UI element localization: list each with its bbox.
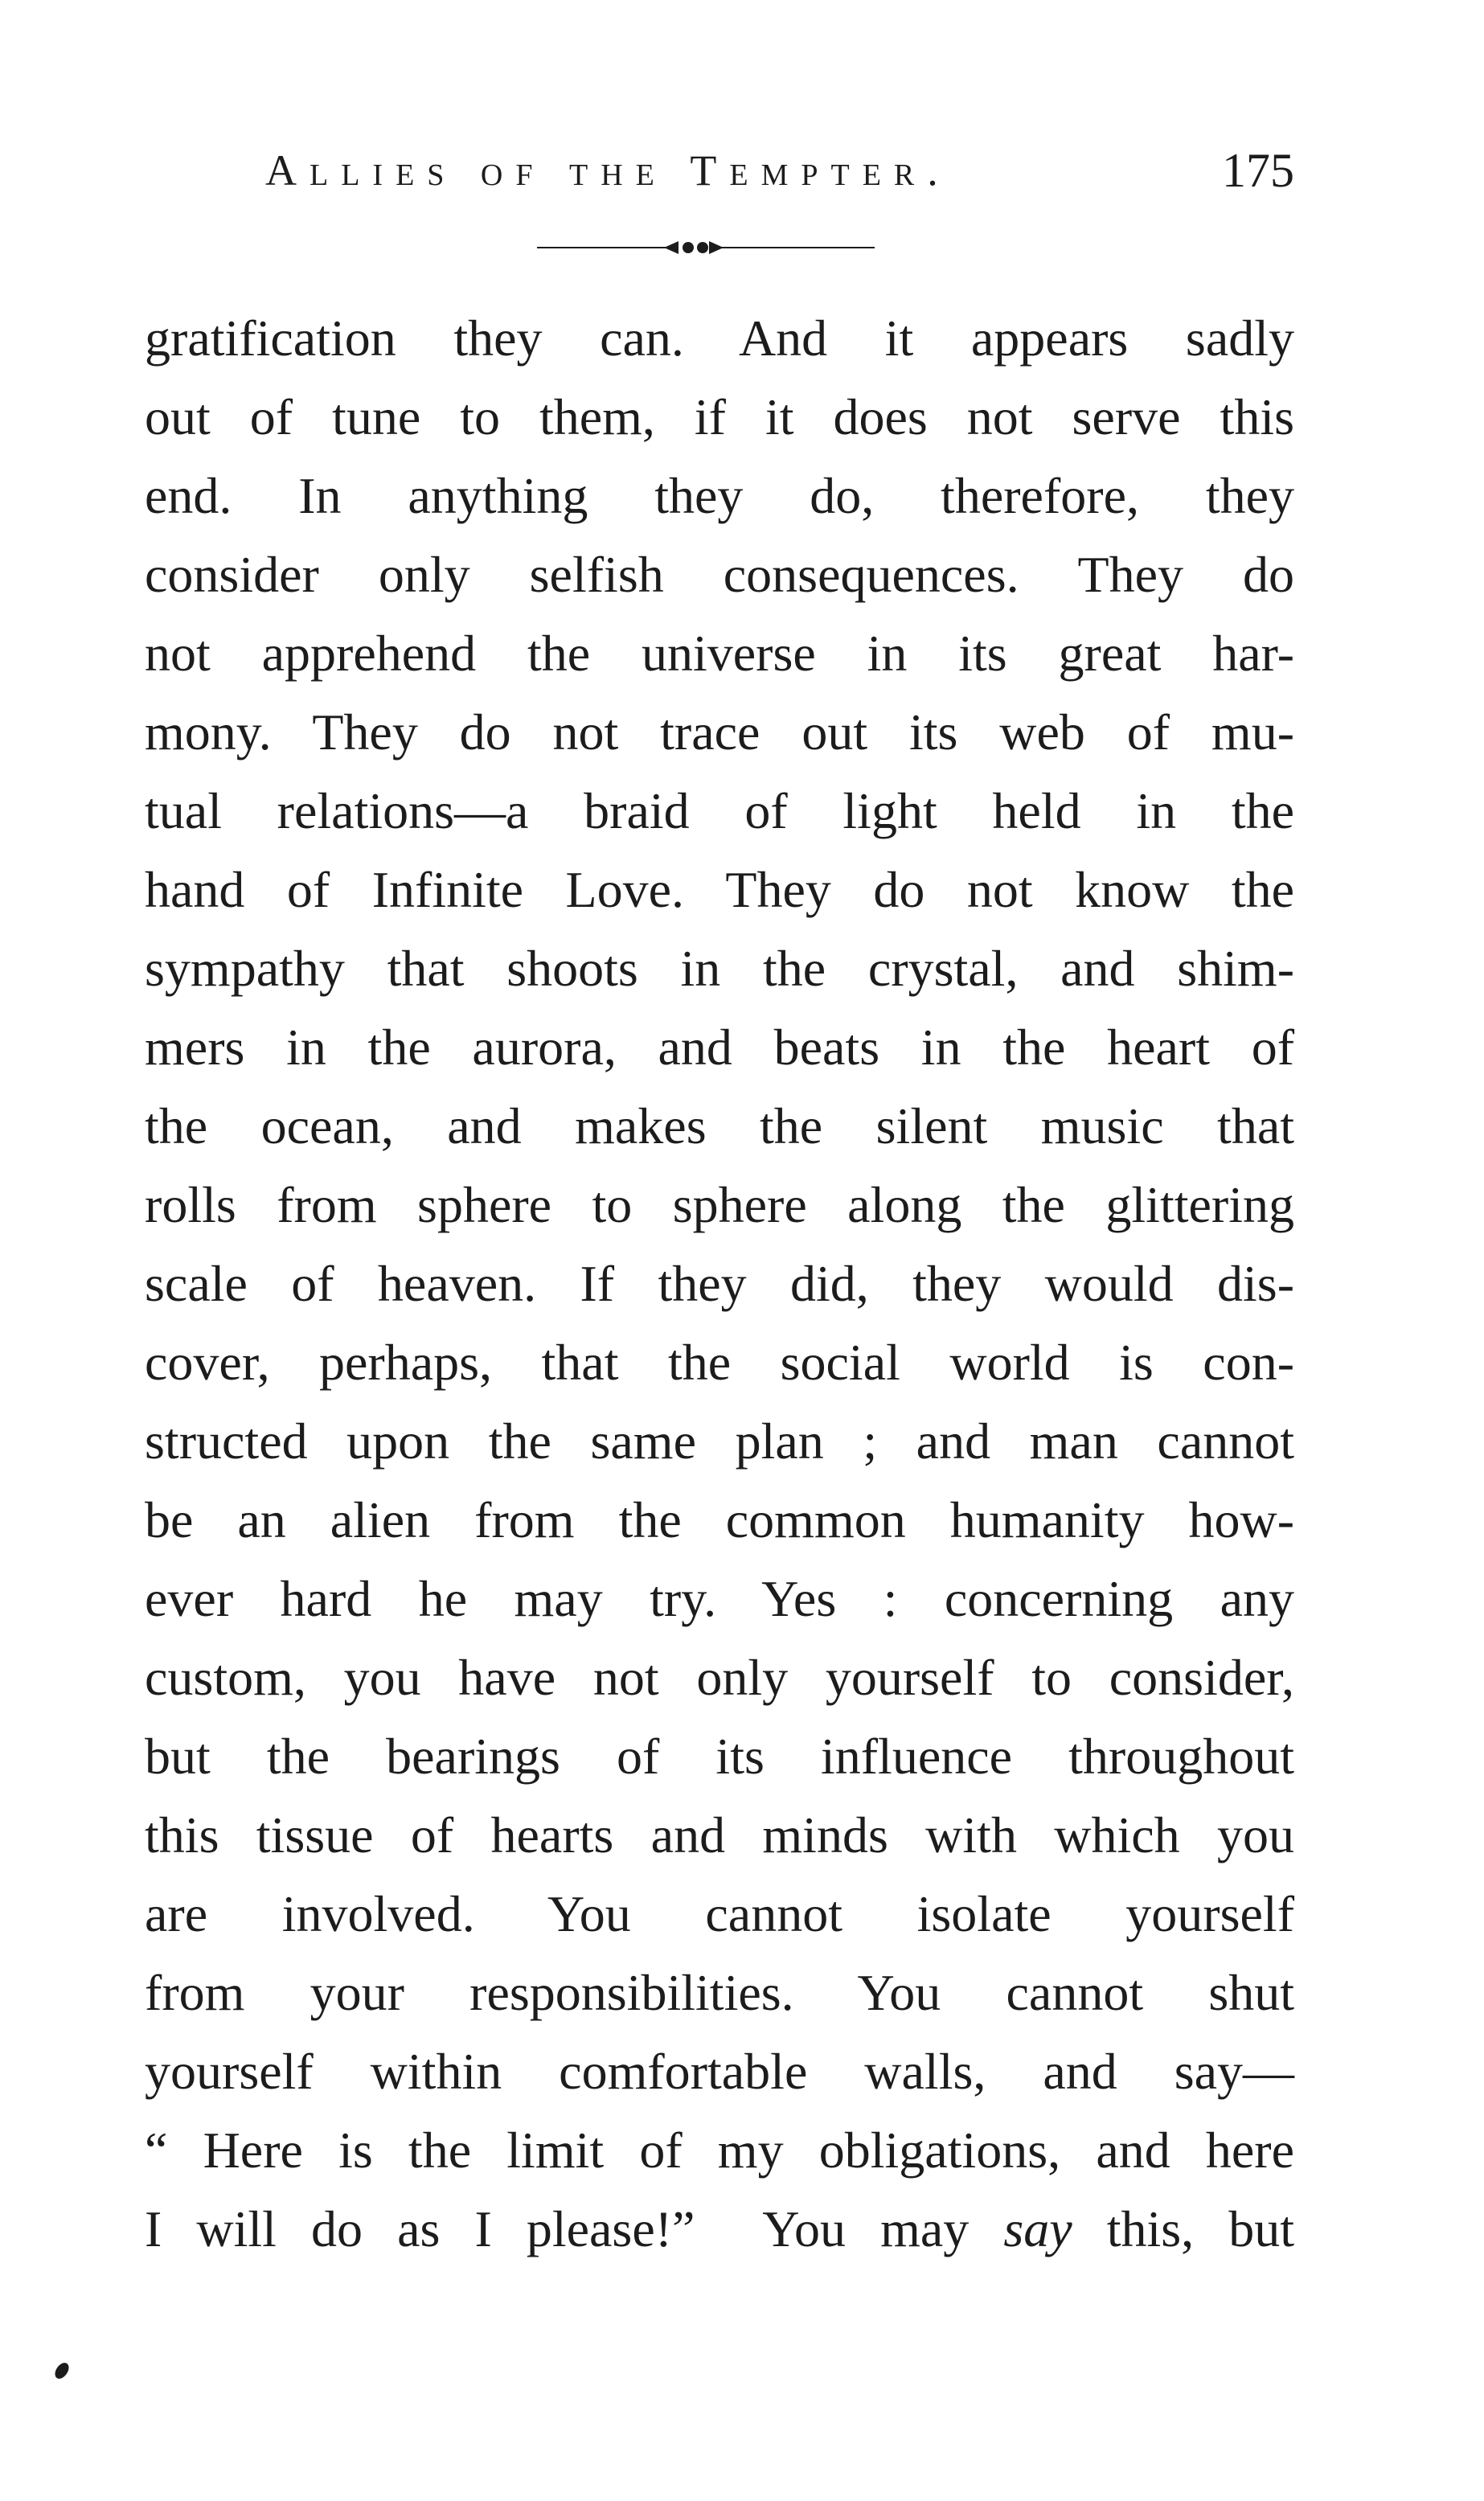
text-line: sympathy that shoots in the crystal, and shim-: [145, 940, 1294, 997]
text-line: not apprehend the universe in its great har-: [145, 625, 1294, 682]
text-line: yourself within comfortable walls, and say—: [145, 2043, 1294, 2100]
text-line: consider only selfish consequences. They do: [145, 546, 1294, 603]
text-line: be an alien from the common humanity how-: [145, 1491, 1294, 1548]
text-line: but the bearings of its influence throughout: [145, 1728, 1294, 1785]
text-line: mony. They do not trace out its web of mu-: [145, 703, 1294, 761]
final-line-start: I will do as I please!” You may: [145, 2200, 1004, 2257]
text-line: scale of heaven. If they did, they would dis-: [145, 1255, 1294, 1312]
text-line: custom, you have not only yourself to consider,: [145, 1649, 1294, 1706]
text-line: ever hard he may try. Yes : concerning any: [145, 1570, 1294, 1627]
ink-mark: [52, 2360, 72, 2381]
text-line: mers in the aurora, and beats in the heart of: [145, 1019, 1294, 1076]
text-line: end. In anything they do, therefore, they: [145, 467, 1294, 524]
emphasis-say: say: [1003, 2200, 1072, 2257]
text-line: are involved. You cannot isolate yourself: [145, 1885, 1294, 1942]
text-line: tual relations—a braid of light held in the: [145, 782, 1294, 839]
text-line: cover, perhaps, that the social world is con-: [145, 1334, 1294, 1391]
text-line: rolls from sphere to sphere along the glittering: [145, 1176, 1294, 1233]
text-line: out of tune to them, if it does not serve this: [145, 388, 1294, 445]
page-number: 175: [1222, 144, 1294, 197]
text-line-final: [145, 2190, 1294, 2269]
text-line: this tissue of hearts and minds with which you: [145, 1806, 1294, 1863]
text-line: structed upon the same plan ; and man cannot: [145, 1412, 1294, 1470]
text-line: “ Here is the limit of my obligations, and here: [145, 2122, 1294, 2179]
final-line-end: this, but: [1072, 2200, 1294, 2257]
text-line: hand of Infinite Love. They do not know the: [145, 861, 1294, 918]
text-line: the ocean, and makes the silent music that: [145, 1097, 1294, 1154]
text-line: from your responsibilities. You cannot shut: [145, 1964, 1294, 2021]
ornament-divider: [537, 238, 875, 257]
body-text: [145, 299, 1294, 2269]
running-head-title: Allies of the Tempter.: [265, 146, 951, 195]
running-head: [145, 138, 1294, 203]
text-line: gratification they can. And it appears sadly: [145, 310, 1294, 367]
